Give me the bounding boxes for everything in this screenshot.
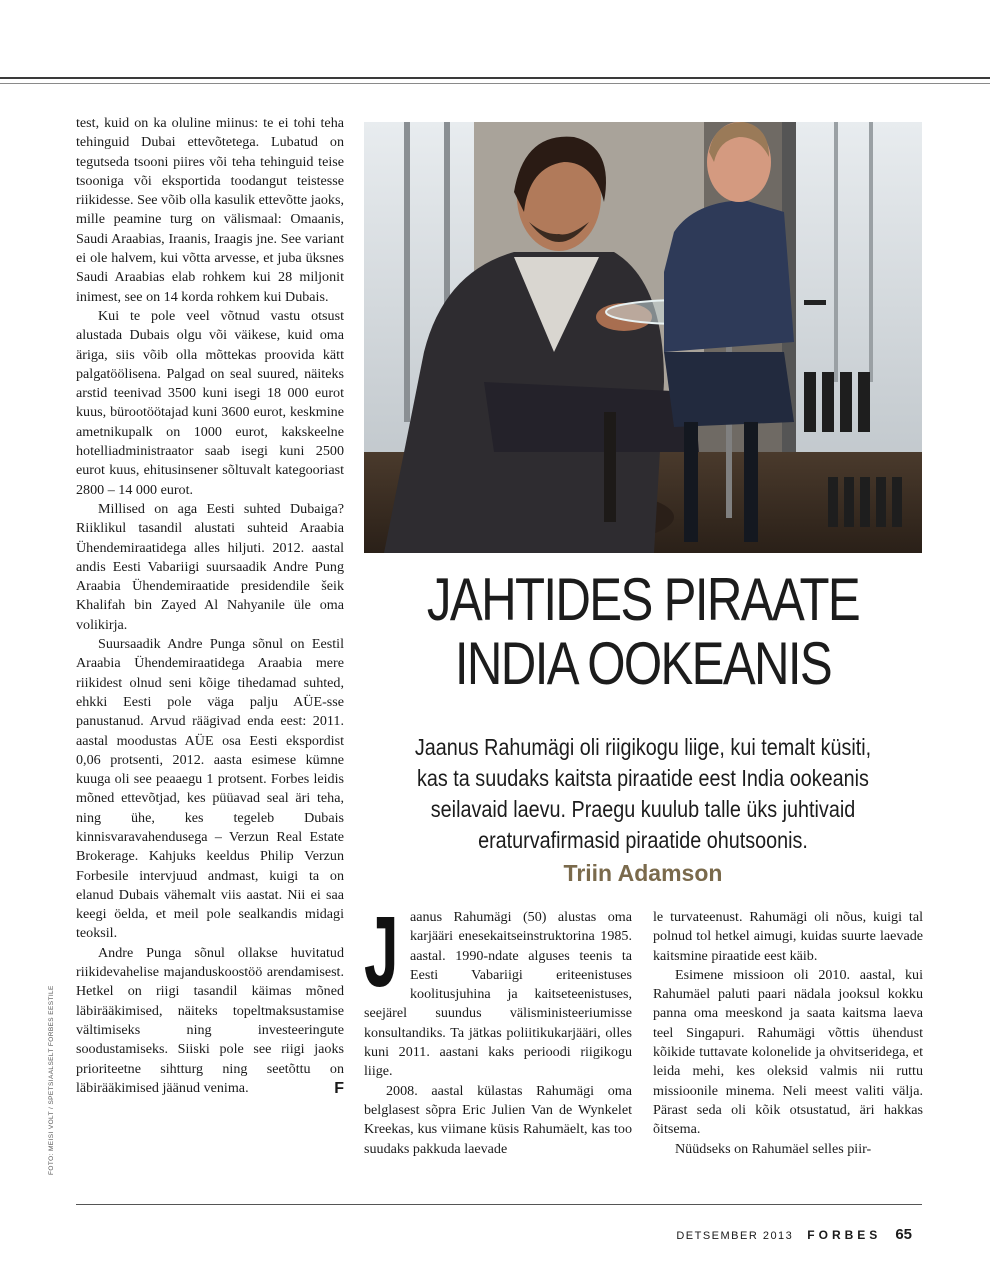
standfirst: [364, 732, 922, 856]
paragraph: Nüüdseks on Rahumäel selles piir-: [675, 1140, 872, 1157]
paragraph-last: [76, 944, 344, 1098]
paragraph: test, kuid on ka oluline miinus: te ei tohi teha tehinguid Dubai ettevõtetega. Lubatud on tegutseda tsooni piires või teha tehinguid teise tsooniga või eksportida toodangut teistesse riikidesse. See võib olla kasulik ettevõtte jaoks, mille peamine turg on välismaal: Omaanis, Saudi Araabias, Iraanis, Iraagis jne. See variant ei ole halvem, kui võtta arvesse, et juba üksnes Saudi Araabias elab rohkem kui 28 miljonit inimest, see on 14 korda rohkem kui Dubais.: [76, 115, 344, 305]
article-photo: [364, 122, 922, 553]
photo-credit: FOTO: MEISI VOLT / SPETSIAALSELT FORBES EESTILE: [48, 985, 55, 1175]
headline-line-1: JAHTIDES PIRAATE: [426, 566, 860, 633]
paragraph: 2008. aastal külastas Rahumägi oma belglasest sõpra Eric Julien Van de Wynkelet Kreekas, kus viimane küsis Rahumäelt, kas too suudaks pakkuda laevade: [364, 1082, 632, 1157]
standfirst-line: seilavaid laevu. Praegu kuulub talle üks juhtivaid: [430, 796, 856, 822]
paragraph-text: aanus Rahumägi (50) alustas oma karjääri enesekaitseinstruktorina 1985. aastal. 1990-ndate alguses teenis ta Eesti Vabariigi eriteenistuses koolitusjuhina ja kaitseteenistuses, seejärel suundus välisministeeriumisse konsultandiks. Ta jätkas poliitikukarjääri, olles kuni 2011. aastani kaks perioodi riigikogu liige.: [364, 909, 632, 1080]
magazine-name: FORBES: [807, 1228, 882, 1242]
end-mark: F: [334, 1079, 344, 1097]
page-footer: [676, 1226, 912, 1243]
issue-date: DETSEMBER 2013: [676, 1230, 794, 1242]
paragraph: Esimene missioon oli 2010. aastal, kui Rahumäel paluti paari nädala jooksul kokku panna oma meeskond ja saata kaitsma laeva teel Singapuri. Rahumägi võttis ühendust kõikide tuttavate kolonelide ja ohvitseridega, et leida mehi, kes oleksid valmis nii ruttu missioonile minema. Neli meest valiti välja. Pärast seda oli kõik otsustatud, äri hakkas õitsema.: [653, 966, 923, 1138]
drop-cap: J: [364, 896, 399, 1008]
text-column-3: [653, 908, 923, 1159]
paragraph: le turvateenust. Rahumägi oli nõus, kuigi tal polnud tol hetkel aimugi, kuidas suurte laevade kaitsmine piraatide eest käib.: [653, 909, 923, 964]
headline: [364, 568, 922, 696]
paragraph: Suursaadik Andre Punga sõnul on Eestil Araabia Ühendemiraatidega Araabia mere riikidest olnud seni kõige tihedamad suhted, ehkki Eesti pole väga palju AÜE-sse panustanud. Arvud räägivad enda eest: 2011. aastal moodustas AÜE osa Eesti ekspordist 0,06 protsenti, 2012. aasta esimese kümne kuuga oli see peaaegu 1 protsent. Forbes leidis mõned ettevõtjad, kes püüavad seal äri teha, ning ühe, kes tegeleb Dubais kinnisvaravahendusega – Verzun Real Estate Brokerage. Kahjuks keeldus Philip Verzun Forbesile intervjuud andmast, kuigi ta on elanud Dubais vähemalt viis aastat. Nii ei saa keegi öelda, et meil pole sealkandis midagi teoksil.: [76, 636, 344, 942]
header-rule-thin: [0, 83, 990, 84]
photo-two-men-seated: [364, 122, 922, 553]
header-rule-thick: [0, 77, 990, 79]
headline-line-2: INDIA OOKEANIS: [454, 630, 832, 697]
text-column-2: [364, 896, 632, 1159]
text-column-1: [76, 114, 344, 1098]
footer-rule: [76, 1204, 922, 1205]
standfirst-line: kas ta suudaks kaitsta piraatide eest India ookeanis: [417, 765, 869, 791]
standfirst-line: eraturvafirmasid piraatide ohutsoonis.: [478, 827, 808, 853]
standfirst-line: Jaanus Rahumägi oli riigikogu liige, kui temalt küsiti,: [414, 734, 872, 760]
paragraph: Millised on aga Eesti suhted Dubaiga? Riiklikul tasandil alustati suhteid Araabia Ühendemiraatidega alles hiljuti. 2012. aastal andis Eesti Vabariigi suursaadik Andre Pung Araabia Ühendemiraatide presidendile šeik Khalifah bin Zayed Al Nahyanile üle oma volikirja.: [76, 500, 344, 633]
paragraph-text: Andre Punga sõnul ollakse huvitatud riikidevahelise majanduskoostöö arendamisest. Hetkel on riigi tasandil käimas mõned läbirääkimised, näiteks topeltmaksustamise vältimiseks ning investeeringute soodustamiseks. Siiski pole see riigi jaoks prioriteetne sihtturg ning seetõttu on läbirääkimised jäänud venima.: [76, 944, 344, 1096]
paragraph: Kui te pole veel võtnud vastu otsust alustada Dubais olgu või väikese, kuid oma äriga, siis võib olla mõttekas proovida kätt palgatöölisena. Palgad on seal suured, näiteks arstid teenivad 3500 kuni isegi 18 000 eurot kuus, bürootöötajad kuni 3600 eurot, keskmine ametnikupalk on 1000 eurot, kakskeelne hotelliadministraator saab isegi kuni 2500 eurot kuus, ehitusinsener sõltuvalt kategooriast 2800 – 14 000 eurot.: [76, 307, 344, 498]
author-byline: Triin Adamson: [563, 860, 723, 886]
page-number: 65: [895, 1226, 912, 1243]
paragraph-first: [364, 896, 632, 1082]
